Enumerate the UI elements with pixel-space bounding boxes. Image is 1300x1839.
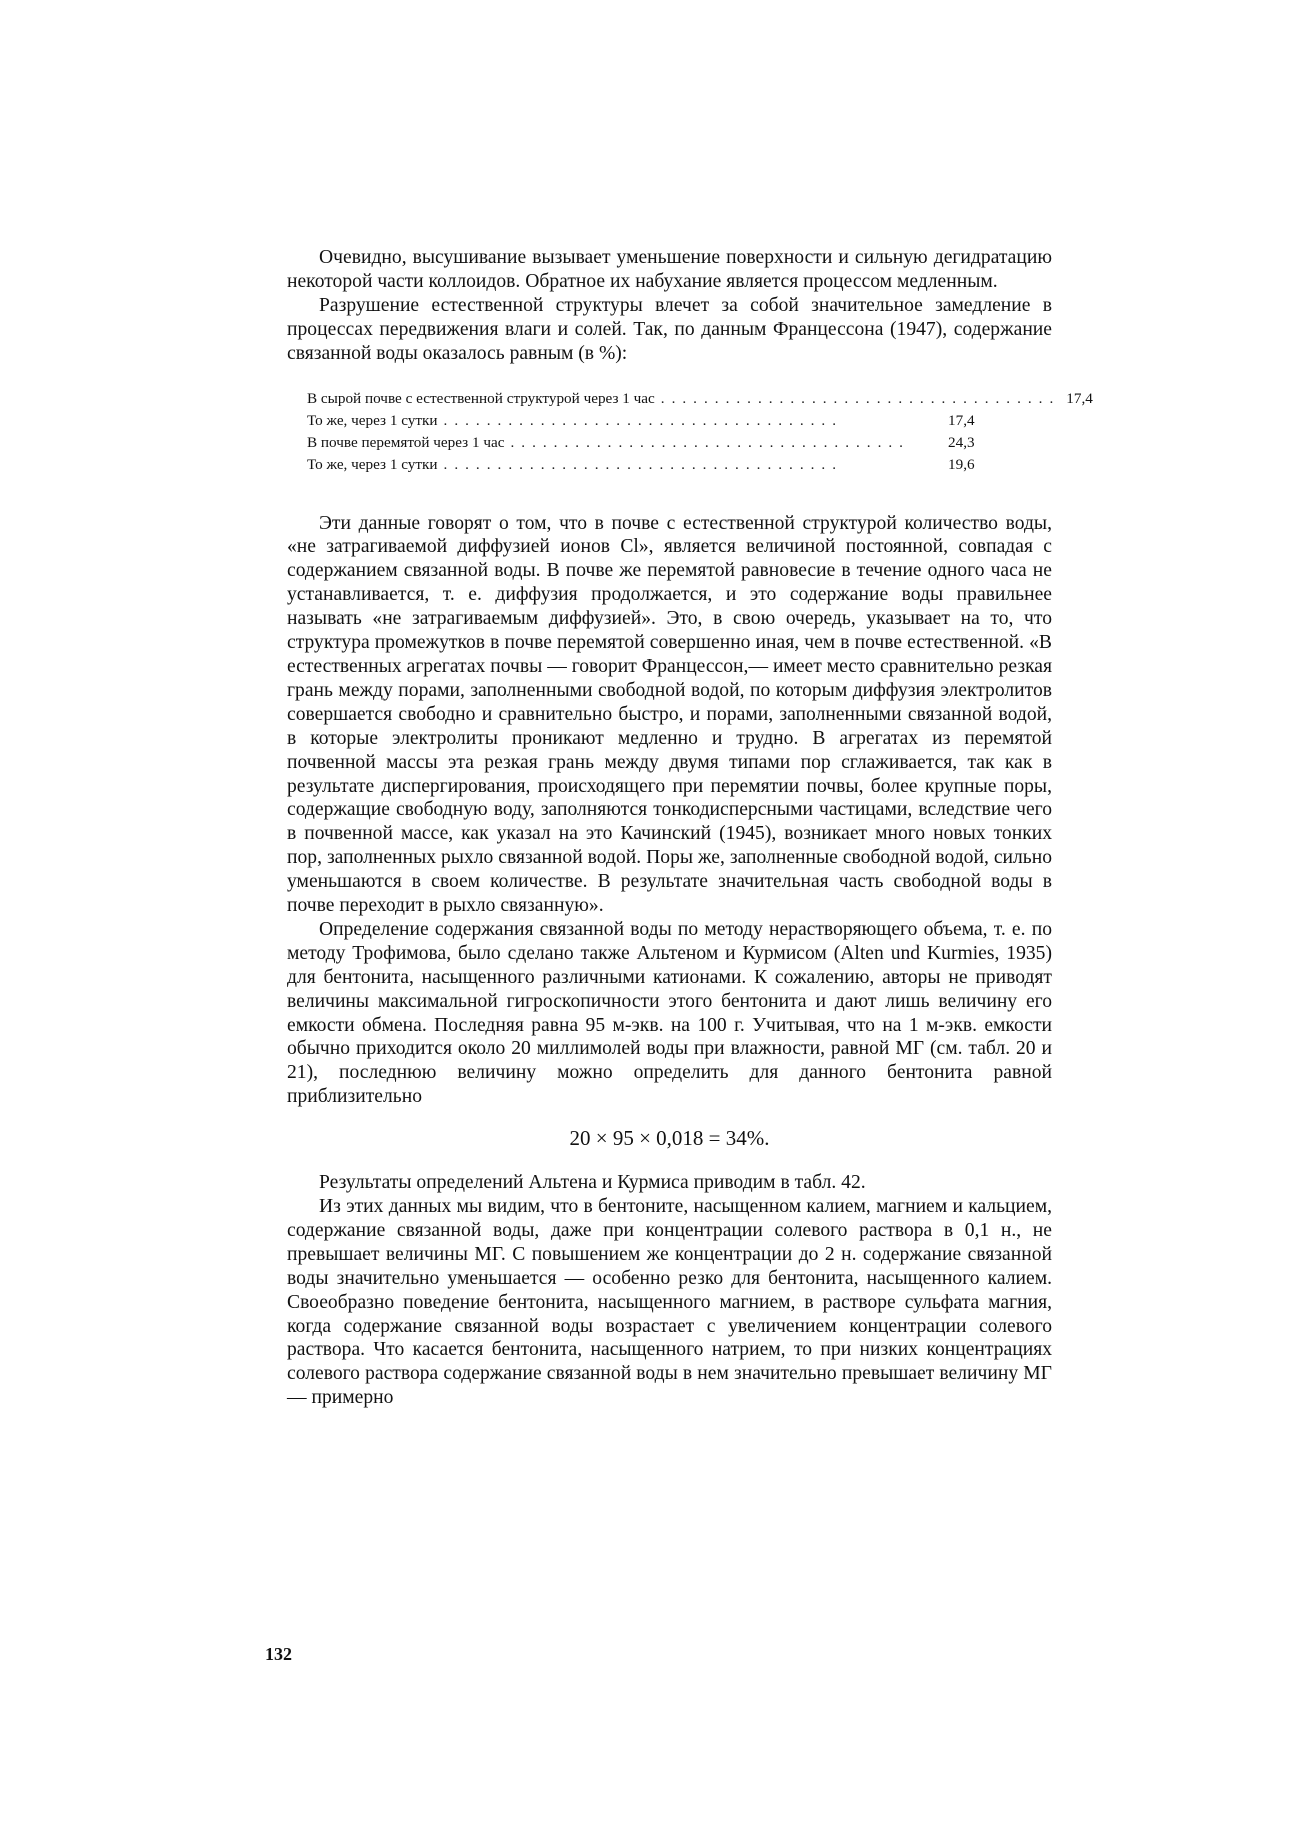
paragraph-4: Определение содержания связанной воды по методу нерастворяющего объема, т. е. по методу Трофимова, было сделано также Альтеном и Курмисом (Alten und Kurmies, 1935) для бентонита, насыщенного различными катионами. К сожалению, авторы не приводят величины максимальной гигроскопичности этого бентонита и дают лишь величину его емкости обмена. Последняя равна 95 м-экв. на 100 г. Учитывая, что на 1 м-экв. емкости обычно приходится около 20 миллимолей воды при влажности, равной МГ (см. табл. 20 и 21), последнюю величину можно определить для данного бентонита равной приблизительно [287, 918, 1052, 1108]
paragraph-3: Эти данные говорят о том, что в почве с естественной структурой количество воды, «не затрагиваемой диффузией ионов Cl», является величиной постоянной, совпадая с содержанием связанной воды. В почве же перемятой равновесие в течение одного часа не устанавливается, т. е. диффузия продолжается, и это содержание воды правильнее называть «не затрагиваемым диффузией». Это, в свою очередь, указывает на то, что структура промежутков в почве перемятой совершенно иная, чем в почве естественной. «В естественных агрегатах почвы — говорит Францессон,— имеет место сравнительно резкая грань между порами, заполненными свободной водой, по которым диффузия электролитов совершается свободно и сравнительно быстро, и порами, заполненными связанной водой, в которые электролиты проникают медленно и трудно. В агрегатах из перемятой почвенной массы эта резкая грань между двумя типами пор сглаживается, так как в результате диспергирования, происходящего при перемятии почвы, более крупные поры, содержащие свободную воду, заполняются тонкодисперсными частицами, вследствие чего в почвенной массе, как указал на это Качинский (1945), возникает много новых тонких пор, заполненных рыхло связанной водой. Поры же, заполненные свободной водой, сильно уменьшаются в своем количестве. В результате значительная часть свободной воды в почве переходит в рыхло связанную». [287, 512, 1052, 917]
row-label: В почве перемятой через 1 час [307, 433, 505, 451]
table-row [307, 432, 990, 454]
row-value: 24,3 [948, 433, 975, 451]
page-number: 132 [265, 1644, 292, 1664]
table-row [307, 410, 990, 432]
leader-dots: ..................................... [660, 389, 1061, 407]
table-row [307, 388, 1093, 410]
table-row [307, 454, 990, 476]
paragraph-6: Из этих данных мы видим, что в бентоните, насыщенном калием, магнием и кальцием, содержание связанной воды, даже при концентрации солевого раствора в 0,1 н., не превышает величины МГ. С повышением же концентрации до 2 н. содержание связанной воды значительно уменьшается — особенно резко для бентонита, насыщенного калием. Своеобразно поведение бентонита, насыщенного магнием, в растворе сульфата магния, когда содержание связанной воды возрастает с увеличением концентрации солевого раствора. Что касается бентонита, насыщенного натрием, то при низких концентрациях солевого раствора содержание связанной воды в нем значительно превышает величину МГ — примерно [287, 1196, 1052, 1409]
row-label: В сырой почве с естественной структурой через 1 час [307, 389, 655, 407]
row-value: 17,4 [948, 411, 975, 429]
paragraph-1: Очевидно, высушивание вызывает уменьшение поверхности и сильную дегидратацию некоторой части коллоидов. Обратное их набухание является процессом медленным. [287, 247, 1052, 292]
row-value: 17,4 [1066, 389, 1093, 407]
leader-dots: ..................................... [443, 411, 844, 429]
leader-dots: ..................................... [510, 433, 910, 451]
row-label: То же, через 1 сутки [307, 411, 438, 429]
formula: 20 × 95 × 0,018 = 34%. [569, 1126, 770, 1151]
row-value: 19,6 [948, 455, 975, 473]
paragraph-2: Разрушение естественной структуры влечет за собой значительное замедление в процессах передвижения влаги и солей. Так, по данным Францессона (1947), содержание связанной воды оказалось равным (в %): [287, 294, 1052, 364]
spacer [287, 476, 1052, 512]
paragraph-5: Результаты определений Альтена и Курмиса приводим в табл. 42. [319, 1172, 866, 1194]
page-body [287, 246, 1093, 1410]
row-label: То же, через 1 сутки [307, 455, 438, 473]
bound-water-table [307, 388, 1093, 476]
leader-dots: ..................................... [443, 455, 844, 473]
